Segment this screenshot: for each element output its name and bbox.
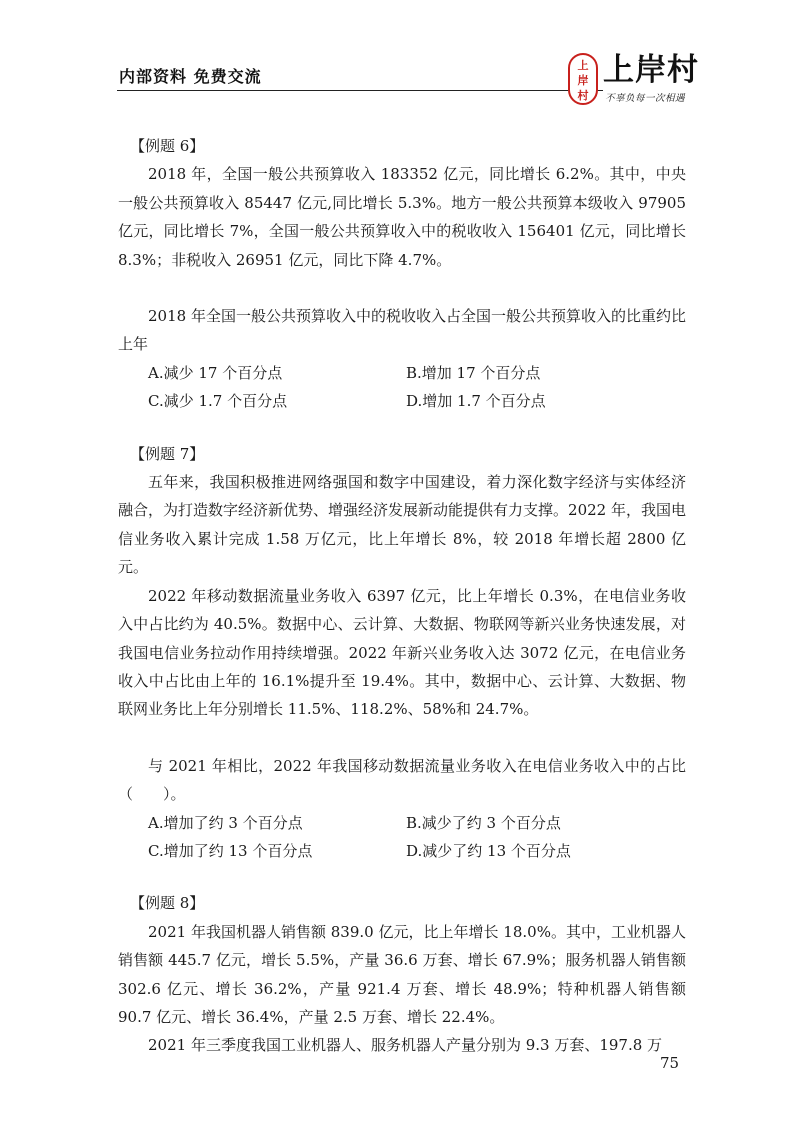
logo-seal bbox=[568, 53, 598, 105]
example-title: 【例题 6】 bbox=[130, 137, 205, 155]
material-paragraph: 五年来，我国积极推进网络强国和数字中国建设，着力深化数字经济与实体经济融合，为打造数字经济新优势、增强经济发展新动能提供有力支撑。2022 年，我国电信业务收入累计完成 1.58 万亿元，比上年增长 8%，较 2018 年增长超 2800 亿元。 bbox=[118, 473, 686, 577]
header-left-text: 内部资料 免费交流 bbox=[119, 67, 262, 86]
option-d: D.减少了约 13 个百分点 bbox=[406, 841, 571, 860]
answer-options bbox=[118, 359, 686, 416]
option-b: B.增加 17 个百分点 bbox=[406, 363, 541, 382]
option-d: D.增加 1.7 个百分点 bbox=[406, 392, 546, 411]
option-a: A.增加了约 3 个百分点 bbox=[148, 813, 303, 832]
logo-seal-char: 岸 bbox=[577, 74, 589, 87]
example-title: 【例题 8】 bbox=[130, 894, 205, 913]
example-8 bbox=[118, 889, 686, 1059]
option-c: C.增加了约 13 个百分点 bbox=[148, 841, 313, 860]
option-c: C.减少 1.7 个百分点 bbox=[148, 392, 288, 411]
example-title: 【例题 7】 bbox=[130, 444, 205, 463]
answer-options bbox=[118, 809, 686, 866]
option-b: B.减少了约 3 个百分点 bbox=[406, 813, 561, 832]
material-paragraph: 2022 年移动数据流量业务收入 6397 亿元，比上年增长 0.3%，在电信业务收入中占比约为 40.5%。数据中心、云计算、大数据、物联网等新兴业务快速发展，对我国电信业务拉动作用持续增强。2022 年新兴业务收入达 3072 亿元，在电信业务收入中占比由上年的 16.1%提升至 19.4%。其中，数据中心、云计算、大数据、物联网业务比上年分别增长 11.5%、118.2%、58%和 24.7%。 bbox=[118, 586, 686, 719]
logo-seal-char: 村 bbox=[577, 89, 589, 102]
material-paragraph: 2021 年我国机器人销售额 839.0 亿元，比上年增长 18.0%。其中，工业机器人销售额 445.7 亿元，增长 5.5%，产量 36.6 万套、增长 67.9%；服务机器人销售额 302.6 亿元、增长 36.2%，产量 921.4 万套、增长 48.9%；特种机器人销售额 90.7 亿元、增长 36.4%，产量 2.5 万套、增长 22.4%。 bbox=[118, 922, 686, 1026]
page-number: 75 bbox=[660, 1054, 680, 1072]
page-content bbox=[118, 132, 686, 1060]
question-stem: 与 2021 年相比，2022 年我国移动数据流量业务收入在电信业务收入中的占比（ ）。 bbox=[118, 756, 686, 804]
example-7 bbox=[118, 440, 686, 866]
material-paragraph: 2021 年三季度我国工业机器人、服务机器人产量分别为 9.3 万套、197.8 万 bbox=[148, 1036, 663, 1055]
option-a: A.减少 17 个百分点 bbox=[148, 363, 283, 382]
logo-title: 上岸村 bbox=[603, 52, 699, 88]
material-paragraph: 2018 年，全国一般公共预算收入 183352 亿元，同比增长 6.2%。其中，中央一般公共预算收入 85447 亿元,同比增长 5.3%。地方一般公共预算本级收入 97905 亿元，同比增长 7%，全国一般公共预算收入中的税收收入 156401 亿元，同比增长 8.3%；非税收入 26951 亿元，同比下降 4.7%。 bbox=[118, 165, 686, 269]
logo-slogan: 不辜负每一次相遇 bbox=[603, 90, 687, 104]
example-6 bbox=[118, 132, 686, 416]
question-stem: 2018 年全国一般公共预算收入中的税收收入占全国一般公共预算收入的比重约比上年 bbox=[118, 307, 686, 354]
logo-seal-char: 上 bbox=[577, 59, 589, 72]
